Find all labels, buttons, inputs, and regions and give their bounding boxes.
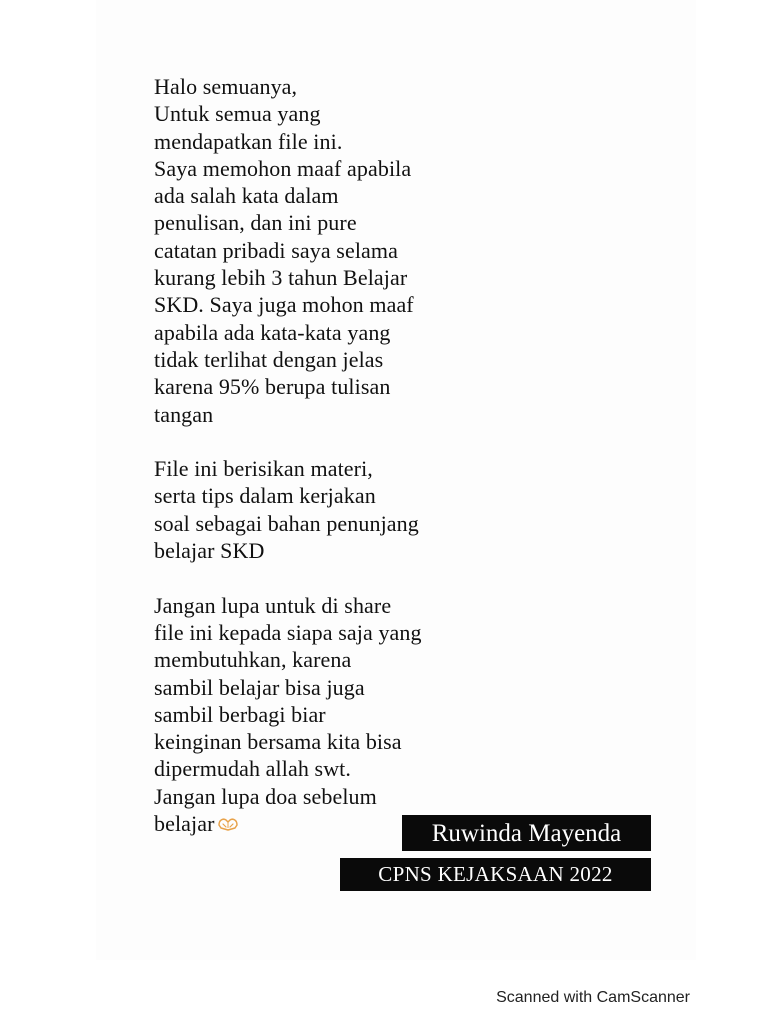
text-line: penulisan, dan ini pure	[154, 210, 357, 236]
text-fragment: belajar	[154, 811, 215, 837]
text-line: keinginan bersama kita bisa	[154, 729, 402, 755]
text-line: tidak terlihat dengan jelas	[154, 346, 384, 372]
text-line: SKD. Saya juga mohon maaf	[154, 292, 414, 318]
text-line: catatan pribadi saya selama	[154, 237, 398, 263]
text-line: kurang lebih 3 tahun Belajar	[154, 265, 408, 291]
author-name-label: Ruwinda Mayenda	[402, 815, 651, 851]
text-line: membutuhkan, karena	[154, 647, 352, 673]
text-line: ada salah kata dalam	[154, 183, 339, 209]
text-line: file ini kepada siapa saja yang	[154, 619, 422, 645]
scanner-watermark: Scanned with CamScanner	[496, 989, 690, 1006]
text-line: Jangan lupa untuk di share	[154, 592, 392, 618]
text-line: serta tips dalam kerjakan	[154, 483, 376, 509]
text-line: File ini berisikan materi,	[154, 456, 373, 482]
paragraph-closing	[154, 592, 494, 838]
text-line: sambil belajar bisa juga	[154, 674, 365, 700]
text-line: Untuk semua yang	[154, 101, 321, 127]
paragraph-contents	[154, 455, 494, 564]
paragraph-greeting	[154, 73, 494, 428]
text-line: Halo semuanya,	[154, 74, 298, 99]
letter-body	[154, 73, 494, 837]
text-line: tangan	[154, 401, 214, 427]
text-line: Saya memohon maaf apabila	[154, 155, 412, 181]
text-line: apabila ada kata-kata yang	[154, 319, 391, 345]
text-line: belajar SKD	[154, 538, 265, 564]
text-line: sambil berbagi biar	[154, 701, 326, 727]
author-role-label: CPNS KEJAKSAAN 2022	[340, 858, 651, 891]
text-line: mendapatkan file ini.	[154, 128, 343, 154]
heart-hands-icon	[217, 811, 239, 827]
text-line: dipermudah allah swt.	[154, 756, 351, 782]
text-line: Jangan lupa doa sebelum	[154, 783, 377, 809]
text-line: karena 95% berupa tulisan	[154, 374, 391, 400]
text-line: soal sebagai bahan penunjang	[154, 510, 419, 536]
